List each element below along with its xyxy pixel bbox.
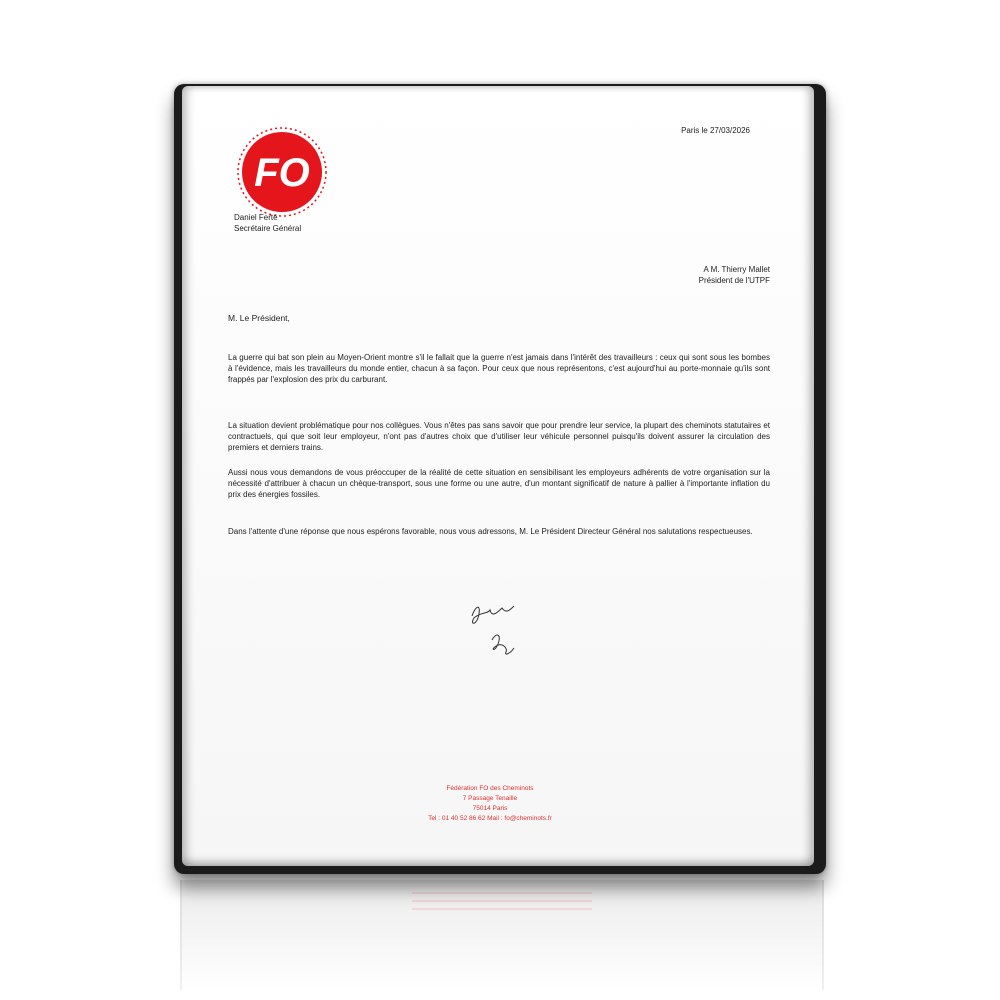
salutation: M. Le Président, — [228, 313, 290, 323]
footer-line: 75014 Paris — [472, 805, 508, 812]
footer-line: 7 Passage Tenaille — [462, 795, 518, 802]
fo-logo — [232, 124, 328, 220]
letter-date: Paris le 27/03/2026 — [681, 126, 750, 135]
sender-block — [234, 212, 301, 234]
footer-line: Tel : 01 40 52 86 62 Mail : fo@cheminots.fr — [428, 815, 552, 822]
letter-footer — [380, 784, 600, 824]
recipient-role: Président de l'UTPF — [698, 276, 770, 285]
sender-role: Secrétaire Général — [234, 224, 302, 233]
recipient-block — [580, 264, 770, 286]
paragraph-4: Dans l'attente d'une réponse que nous espérons favorable, nous vous adressons, M. Le Président Directeur Général nos salutations respectueuses. — [228, 527, 753, 536]
plaque-reflection — [180, 880, 824, 990]
paragraph-1: La guerre qui bat son plein au Moyen-Orient montre s'il le fallait que la guerre n'est jamais dans l'intérêt des travailleurs : ceux qui sont sous les bombes à l'évidence, mais les travailleurs du monde entier, chacun à sa façon. Pour ceux que nous représentons, c'est aujourd'hui au porte-monnaie qu'ils sont frappés par l'explosion des prix du carburant. — [228, 353, 770, 384]
recipient-name: A M. Thierry Mallet — [703, 265, 770, 274]
paragraph-3: Aussi nous vous demandons de vous préoccuper de la réalité de cette situation en sensibilisant les employeurs adhérents de votre organisation sur la nécessité d'attribuer à chacun un chèque-transport, sous une forme ou une autre, d'un montant significatif de nature à pallier à l'importante inflation du prix des énergies fossiles. — [228, 468, 770, 499]
paragraph-2: La situation devient problématique pour nos collègues. Vous n'êtes pas sans savoir que pour prendre leur service, la plupart des cheminots statutaires et contractuels, qui que soit leur employeur, n'ont pas d'autres choix que d'utiliser leur véhicule personnel puisqu'ils doivent assurer la circulation des premiers et derniers trains. — [228, 421, 770, 452]
sender-name: Daniel Ferté — [234, 213, 278, 222]
handwritten-signature — [462, 596, 532, 666]
logo-text: FO — [254, 151, 310, 195]
footer-line: Fédération FO des Cheminots — [446, 785, 534, 792]
reflection-lines — [412, 886, 592, 916]
